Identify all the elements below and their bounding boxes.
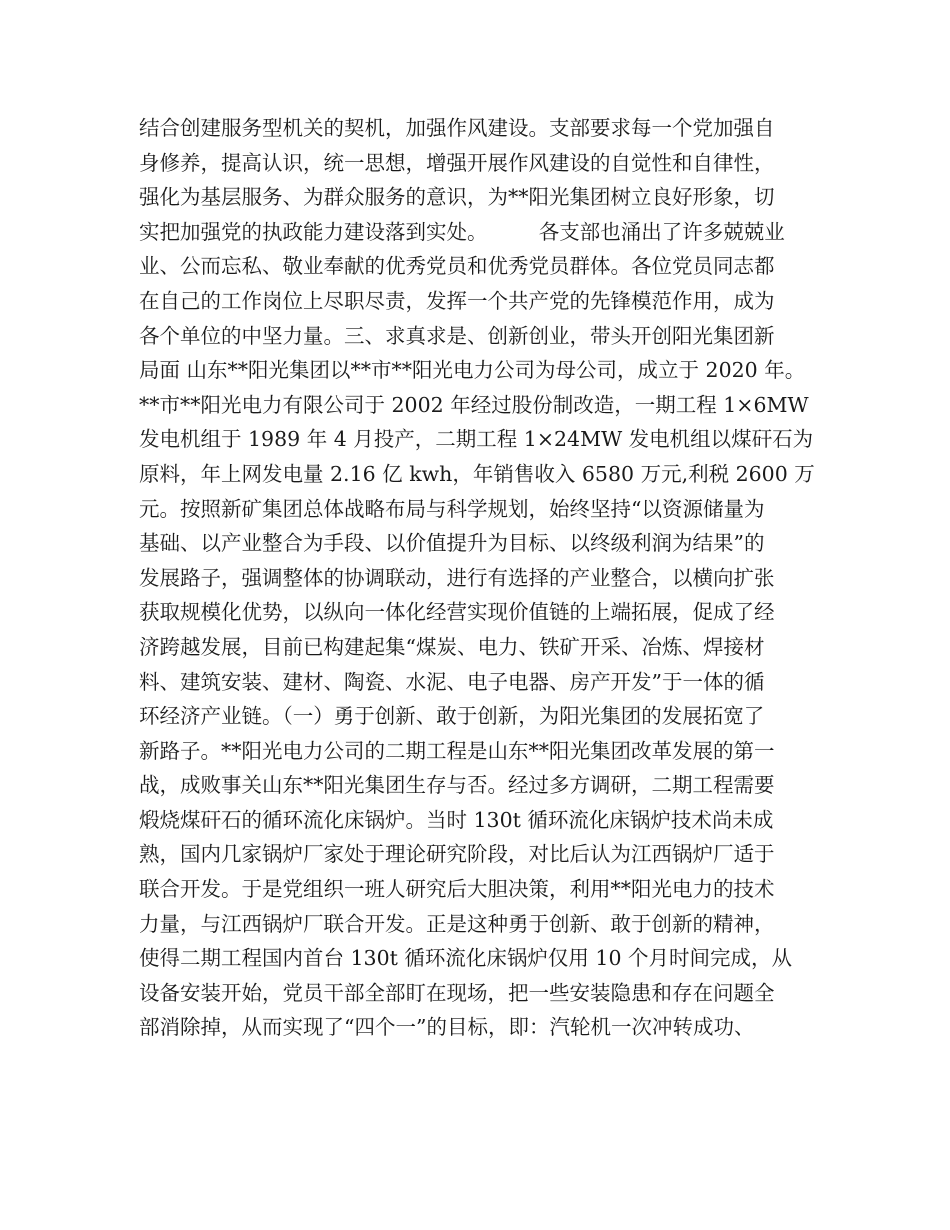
text-line: 局面 山东**阳光集团以**市**阳光电力公司为母公司，成立于 2020 年。 <box>139 358 806 383</box>
text-line: 强化为基层服务、为群众服务的意识，为**阳光集团树立良好形象，切 <box>139 185 775 210</box>
text-line: 济跨越发展，目前已构建起集“煤炭、电力、铁矿开采、冶炼、焊接材 <box>139 634 765 659</box>
text-line: 元。按照新矿集团总体战略布局与科学规划，始终坚持“以资源储量为 <box>139 496 765 521</box>
text-line: 基础、以产业整合为手段、以价值提升为目标、以终级利润为结果”的 <box>139 531 765 556</box>
text-line: 发电机组于 1989 年 4 月投产，二期工程 1×24MW 发电机组以煤矸石为 <box>139 427 814 452</box>
text-line: 联合开发。于是党组织一班人研究后大胆决策，利用**阳光电力的技术 <box>139 877 775 902</box>
text-line: 部消除掉，从而实现了“四个一”的目标，即：汽轮机一次冲转成功、 <box>139 1015 755 1040</box>
text-line: 获取规模化优势，以纵向一体化经营实现价值链的上端拓展，促成了经 <box>139 600 775 625</box>
text-line: 设备安装开始，党员干部全部盯在现场，把一些安装隐患和存在问题全 <box>139 980 775 1005</box>
text-line: 实把加强党的执政能力建设落到实处。 各支部也涌出了许多兢兢业 <box>139 219 785 244</box>
text-line: **市**阳光电力有限公司于 2002 年经过股份制改造，一期工程 1×6MW <box>139 392 809 417</box>
text-line: 在自己的工作岗位上尽职尽责，发挥一个共产党的先锋模范作用，成为 <box>139 288 775 313</box>
text-line: 环经济产业链。（一）勇于创新、敢于创新，为阳光集团的发展拓宽了 <box>139 704 765 729</box>
text-line: 新路子。**阳光电力公司的二期工程是山东**阳光集团改革发展的第一 <box>139 738 775 763</box>
text-line: 结合创建服务型机关的契机，加强作风建设。支部要求每一个党加强自 <box>139 116 775 140</box>
text-line: 身修养，提高认识，统一思想，增强开展作风建设的自觉性和自律性， <box>139 150 775 175</box>
text-line: 业、公而忘私、敬业奉献的优秀党员和优秀党员群体。各位党员同志都 <box>139 254 775 279</box>
text-line: 发展路子，强调整体的协调联动，进行有选择的产业整合，以横向扩张 <box>139 565 775 590</box>
text-line: 使得二期工程国内首台 130t 循环流化床锅炉仅用 10 个月时间完成，从 <box>139 946 793 971</box>
body-text <box>139 111 829 1045</box>
text-line: 料、建筑安装、建材、陶瓷、水泥、电子电器、房产开发”于一体的循 <box>139 669 765 694</box>
text-line: 各个单位的中坚力量。三、求真求是、创新创业，带头开创阳光集团新 <box>139 323 775 348</box>
text-line: 战，成败事关山东**阳光集团生存与否。经过多方调研，二期工程需要 <box>139 773 775 798</box>
text-line: 力量，与江西锅炉厂联合开发。正是这种勇于创新、敢于创新的精神， <box>139 911 775 936</box>
text-line: 熟，国内几家锅炉厂家处于理论研究阶段，对比后认为江西锅炉厂适于 <box>139 842 775 867</box>
text-line: 原料，年上网发电量 2.16 亿 kwh，年销售收入 6580 万元,利税 2600 万 <box>139 461 815 486</box>
text-line: 煅烧煤矸石的循环流化床锅炉。当时 130t 循环流化床锅炉技术尚未成 <box>139 807 774 832</box>
